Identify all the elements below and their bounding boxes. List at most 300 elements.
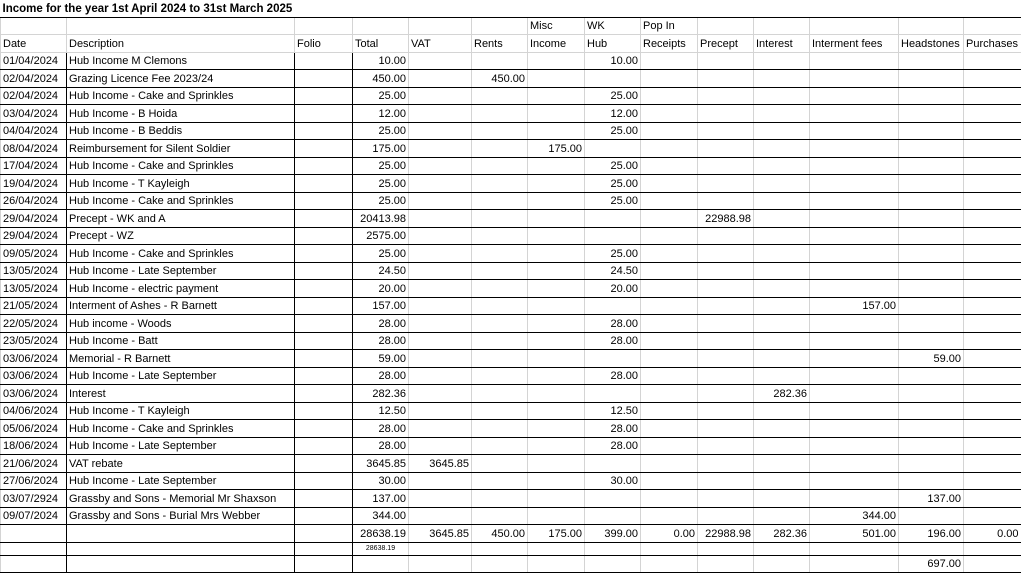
date-cell: 23/05/2024 [1, 332, 67, 350]
misc-income-cell [528, 122, 585, 140]
folio-cell [295, 472, 353, 490]
rents-cell [472, 472, 528, 490]
pop-in-receipts-cell [641, 455, 698, 473]
precept-cell [698, 385, 754, 403]
sheet-title: Income for the year 1st April 2024 to 31st March 2025 [1, 0, 528, 17]
description-cell: Hub Income - Cake and Sprinkles [67, 157, 295, 175]
interest-cell [754, 350, 810, 368]
total-cell: 137.00 [353, 490, 409, 508]
folio-cell [295, 210, 353, 228]
purchases-cell [964, 490, 1021, 508]
pop-in-receipts-cell [641, 367, 698, 385]
misc-income-cell [528, 297, 585, 315]
folio-cell [295, 385, 353, 403]
vat-cell [409, 157, 472, 175]
header-top-cell [964, 17, 1021, 35]
date-cell: 03/06/2024 [1, 350, 67, 368]
date-cell: 03/06/2024 [1, 385, 67, 403]
table-row [1, 490, 1021, 508]
rents-cell [472, 402, 528, 420]
header-top-cell [754, 17, 810, 35]
table-row [1, 455, 1021, 473]
purchases-cell [964, 472, 1021, 490]
interment-fees-cell [810, 157, 899, 175]
vat-cell [409, 262, 472, 280]
description-cell: Hub Income M Clemons [67, 52, 295, 70]
interest-cell [754, 280, 810, 298]
purchases-cell [964, 420, 1021, 438]
header-row-top [1, 17, 1021, 35]
purchases-cell [964, 332, 1021, 350]
pop-in-receipts-sum: 0.00 [641, 525, 698, 543]
rents-cell: 450.00 [472, 70, 528, 88]
description-cell: Hub Income - B Hoida [67, 105, 295, 123]
table-row [1, 280, 1021, 298]
interest-cell [754, 437, 810, 455]
interest-sum: 282.36 [754, 525, 810, 543]
description-cell: Hub Income - electric payment [67, 280, 295, 298]
pop-in-receipts-cell [641, 210, 698, 228]
total-cell: 28.00 [353, 367, 409, 385]
folio-cell [295, 350, 353, 368]
precept-cell [698, 262, 754, 280]
wk-hub-cell: 25.00 [585, 192, 641, 210]
header-vat: VAT [409, 35, 472, 53]
purchases-cell [964, 280, 1021, 298]
misc-income-cell [528, 175, 585, 193]
folio-cell [295, 490, 353, 508]
description-cell: Hub Income - T Kayleigh [67, 175, 295, 193]
date-cell: 26/04/2024 [1, 192, 67, 210]
date-cell: 21/06/2024 [1, 455, 67, 473]
total-cell: 12.50 [353, 402, 409, 420]
interment-fees-cell [810, 437, 899, 455]
interest-cell [754, 507, 810, 525]
vat-sum: 3645.85 [409, 525, 472, 543]
description-cell: Grassby and Sons - Burial Mrs Webber [67, 507, 295, 525]
misc-income-sum: 175.00 [528, 525, 585, 543]
rents-cell [472, 437, 528, 455]
folio-cell [295, 140, 353, 158]
grand-total-row [1, 555, 1021, 573]
vat-cell [409, 297, 472, 315]
header-income: Income [528, 35, 585, 53]
pop-in-receipts-cell [641, 350, 698, 368]
pop-in-receipts-cell [641, 140, 698, 158]
precept-cell [698, 420, 754, 438]
interest-cell [754, 87, 810, 105]
interment-fees-cell [810, 262, 899, 280]
headstones-cell: 137.00 [899, 490, 964, 508]
misc-income-cell [528, 192, 585, 210]
interment-fees-cell [810, 87, 899, 105]
table-row [1, 122, 1021, 140]
date-cell: 29/04/2024 [1, 227, 67, 245]
headstones-cell [899, 472, 964, 490]
headstones-cell [899, 105, 964, 123]
table-row [1, 175, 1021, 193]
interest-cell [754, 122, 810, 140]
rents-cell [472, 385, 528, 403]
total-cell: 25.00 [353, 122, 409, 140]
interest-cell [754, 140, 810, 158]
rents-cell [472, 507, 528, 525]
precept-cell [698, 297, 754, 315]
interest-cell [754, 210, 810, 228]
header-top-cell [67, 17, 295, 35]
interest-cell [754, 262, 810, 280]
interest-cell [754, 105, 810, 123]
wk-hub-cell [585, 227, 641, 245]
precept-cell [698, 490, 754, 508]
folio-cell [295, 402, 353, 420]
description-cell: Hub Income - Late September [67, 262, 295, 280]
table-row [1, 402, 1021, 420]
header-top-cell [698, 17, 754, 35]
headstones-cell: 59.00 [899, 350, 964, 368]
interment-fees-cell [810, 472, 899, 490]
interest-cell [754, 490, 810, 508]
vat-cell [409, 490, 472, 508]
header-receipts: Receipts [641, 35, 698, 53]
pop-in-receipts-cell [641, 490, 698, 508]
total-cell: 59.00 [353, 350, 409, 368]
misc-income-cell [528, 105, 585, 123]
misc-income-cell [528, 490, 585, 508]
date-cell: 03/07/2924 [1, 490, 67, 508]
header-row [1, 35, 1021, 53]
pop-in-receipts-cell [641, 472, 698, 490]
table-row [1, 297, 1021, 315]
table-row [1, 350, 1021, 368]
table-row [1, 472, 1021, 490]
wk-hub-cell: 24.50 [585, 262, 641, 280]
wk-hub-cell [585, 350, 641, 368]
rents-cell [472, 280, 528, 298]
headstones-cell [899, 367, 964, 385]
description-cell: Hub Income - Cake and Sprinkles [67, 420, 295, 438]
pop-in-receipts-cell [641, 437, 698, 455]
total-cell: 24.50 [353, 262, 409, 280]
header-folio: Folio [295, 35, 353, 53]
precept-cell [698, 367, 754, 385]
vat-cell [409, 210, 472, 228]
table-row [1, 315, 1021, 333]
wk-hub-cell: 25.00 [585, 87, 641, 105]
interest-cell [754, 245, 810, 263]
vat-cell [409, 52, 472, 70]
misc-income-cell: 175.00 [528, 140, 585, 158]
date-cell: 13/05/2024 [1, 280, 67, 298]
rents-cell [472, 210, 528, 228]
table-row [1, 262, 1021, 280]
interment-fees-cell [810, 455, 899, 473]
description-cell: Grassby and Sons - Memorial Mr Shaxson [67, 490, 295, 508]
folio-cell [295, 227, 353, 245]
total-cell: 28.00 [353, 437, 409, 455]
headstones-cell [899, 192, 964, 210]
wk-hub-cell [585, 140, 641, 158]
header-top-cell [409, 17, 472, 35]
interment-fees-cell: 157.00 [810, 297, 899, 315]
precept-cell [698, 175, 754, 193]
rents-cell [472, 157, 528, 175]
wk-hub-cell: 25.00 [585, 245, 641, 263]
purchases-cell [964, 227, 1021, 245]
totals-cell [295, 525, 353, 543]
date-cell: 04/06/2024 [1, 402, 67, 420]
precept-cell [698, 350, 754, 368]
pop-in-receipts-cell [641, 245, 698, 263]
purchases-cell [964, 105, 1021, 123]
check-row [1, 542, 1021, 555]
table-row [1, 420, 1021, 438]
rents-cell [472, 227, 528, 245]
check-total: 28638.19 [353, 542, 409, 555]
vat-cell [409, 192, 472, 210]
headstones-cell [899, 245, 964, 263]
date-cell: 05/06/2024 [1, 420, 67, 438]
rents-sum: 450.00 [472, 525, 528, 543]
interment-fees-cell [810, 210, 899, 228]
description-cell: Memorial - R Barnett [67, 350, 295, 368]
headstones-grand-total: 697.00 [899, 555, 964, 573]
rents-cell [472, 122, 528, 140]
vat-cell [409, 315, 472, 333]
description-cell: Hub Income - Cake and Sprinkles [67, 245, 295, 263]
date-cell: 13/05/2024 [1, 262, 67, 280]
purchases-cell [964, 52, 1021, 70]
interment-fees-cell [810, 420, 899, 438]
total-cell: 25.00 [353, 192, 409, 210]
interest-cell [754, 402, 810, 420]
precept-cell [698, 192, 754, 210]
precept-cell [698, 122, 754, 140]
folio-cell [295, 105, 353, 123]
rents-cell [472, 420, 528, 438]
rents-cell [472, 175, 528, 193]
misc-income-cell [528, 455, 585, 473]
header-precept: Precept [698, 35, 754, 53]
precept-cell [698, 402, 754, 420]
purchases-cell [964, 262, 1021, 280]
precept-cell [698, 157, 754, 175]
rents-cell [472, 262, 528, 280]
description-cell: Hub Income - Batt [67, 332, 295, 350]
purchases-cell [964, 122, 1021, 140]
totals-cell [67, 525, 295, 543]
purchases-cell [964, 367, 1021, 385]
pop-in-receipts-cell [641, 175, 698, 193]
misc-income-cell [528, 262, 585, 280]
total-cell: 20413.98 [353, 210, 409, 228]
total-cell: 175.00 [353, 140, 409, 158]
pop-in-receipts-cell [641, 157, 698, 175]
wk-hub-sum: 399.00 [585, 525, 641, 543]
header-interment-fees: Interment fees [810, 35, 899, 53]
misc-income-cell [528, 385, 585, 403]
vat-cell [409, 332, 472, 350]
rents-cell [472, 105, 528, 123]
pop-in-receipts-cell [641, 122, 698, 140]
header-description: Description [67, 35, 295, 53]
interment-fees-cell [810, 350, 899, 368]
pop-in-receipts-cell [641, 280, 698, 298]
table-row [1, 437, 1021, 455]
total-cell: 3645.85 [353, 455, 409, 473]
folio-cell [295, 245, 353, 263]
date-cell: 03/04/2024 [1, 105, 67, 123]
date-cell: 17/04/2024 [1, 157, 67, 175]
folio-cell [295, 122, 353, 140]
pop-in-receipts-cell [641, 70, 698, 88]
date-cell: 27/06/2024 [1, 472, 67, 490]
pop-in-receipts-cell [641, 385, 698, 403]
wk-hub-cell: 10.00 [585, 52, 641, 70]
table-row [1, 105, 1021, 123]
purchases-cell [964, 210, 1021, 228]
vat-cell [409, 87, 472, 105]
header-total: Total [353, 35, 409, 53]
interest-cell [754, 192, 810, 210]
precept-cell [698, 472, 754, 490]
header-date: Date [1, 35, 67, 53]
purchases-sum: 0.00 [964, 525, 1021, 543]
total-cell: 25.00 [353, 87, 409, 105]
headstones-cell [899, 402, 964, 420]
table-row [1, 70, 1021, 88]
misc-income-cell [528, 507, 585, 525]
interment-fees-cell [810, 367, 899, 385]
table-row [1, 52, 1021, 70]
headstones-cell [899, 332, 964, 350]
interest-cell [754, 367, 810, 385]
vat-cell [409, 140, 472, 158]
folio-cell [295, 420, 353, 438]
precept-cell [698, 315, 754, 333]
total-cell: 2575.00 [353, 227, 409, 245]
misc-income-cell [528, 280, 585, 298]
rents-cell [472, 367, 528, 385]
date-cell: 18/06/2024 [1, 437, 67, 455]
headstones-cell [899, 507, 964, 525]
pop-in-receipts-cell [641, 297, 698, 315]
description-cell: Grazing Licence Fee 2023/24 [67, 70, 295, 88]
date-cell: 02/04/2024 [1, 87, 67, 105]
description-cell: VAT rebate [67, 455, 295, 473]
purchases-cell [964, 402, 1021, 420]
misc-income-cell [528, 210, 585, 228]
folio-cell [295, 192, 353, 210]
purchases-cell [964, 437, 1021, 455]
vat-cell [409, 420, 472, 438]
purchases-cell [964, 87, 1021, 105]
misc-income-cell [528, 420, 585, 438]
folio-cell [295, 262, 353, 280]
description-cell: Hub Income - Late September [67, 437, 295, 455]
date-cell: 04/04/2024 [1, 122, 67, 140]
header-misc: Misc [528, 17, 585, 35]
precept-cell [698, 280, 754, 298]
headstones-cell [899, 437, 964, 455]
misc-income-cell [528, 70, 585, 88]
date-cell: 02/04/2024 [1, 70, 67, 88]
vat-cell: 3645.85 [409, 455, 472, 473]
precept-cell [698, 437, 754, 455]
precept-cell [698, 455, 754, 473]
misc-income-cell [528, 157, 585, 175]
purchases-cell [964, 385, 1021, 403]
wk-hub-cell: 12.50 [585, 402, 641, 420]
description-cell: Hub Income - T Kayleigh [67, 402, 295, 420]
table-row [1, 367, 1021, 385]
vat-cell [409, 175, 472, 193]
interment-fees-cell [810, 280, 899, 298]
total-cell: 10.00 [353, 52, 409, 70]
interment-fees-cell [810, 402, 899, 420]
interest-cell [754, 175, 810, 193]
table-row [1, 332, 1021, 350]
purchases-cell [964, 140, 1021, 158]
misc-income-cell [528, 227, 585, 245]
wk-hub-cell: 28.00 [585, 332, 641, 350]
wk-hub-cell: 28.00 [585, 420, 641, 438]
folio-cell [295, 315, 353, 333]
misc-income-cell [528, 245, 585, 263]
purchases-cell [964, 70, 1021, 88]
wk-hub-cell: 25.00 [585, 175, 641, 193]
vat-cell [409, 245, 472, 263]
precept-cell [698, 227, 754, 245]
header-pop-in: Pop In [641, 17, 698, 35]
table-row [1, 140, 1021, 158]
interest-cell [754, 70, 810, 88]
pop-in-receipts-cell [641, 507, 698, 525]
wk-hub-cell [585, 455, 641, 473]
folio-cell [295, 507, 353, 525]
interment-fees-cell: 344.00 [810, 507, 899, 525]
headstones-cell [899, 297, 964, 315]
misc-income-cell [528, 87, 585, 105]
description-cell: Precept - WZ [67, 227, 295, 245]
interest-cell: 282.36 [754, 385, 810, 403]
wk-hub-cell [585, 507, 641, 525]
wk-hub-cell [585, 70, 641, 88]
description-cell: Interment of Ashes - R Barnett [67, 297, 295, 315]
pop-in-receipts-cell [641, 227, 698, 245]
table-row [1, 227, 1021, 245]
misc-income-cell [528, 315, 585, 333]
headstones-cell [899, 420, 964, 438]
misc-income-cell [528, 402, 585, 420]
folio-cell [295, 437, 353, 455]
vat-cell [409, 122, 472, 140]
pop-in-receipts-cell [641, 315, 698, 333]
wk-hub-cell: 25.00 [585, 122, 641, 140]
total-cell: 30.00 [353, 472, 409, 490]
pop-in-receipts-cell [641, 52, 698, 70]
folio-cell [295, 157, 353, 175]
interest-cell [754, 52, 810, 70]
total-cell: 282.36 [353, 385, 409, 403]
totals-row [1, 525, 1021, 543]
date-cell: 01/04/2024 [1, 52, 67, 70]
headstones-cell [899, 227, 964, 245]
precept-cell [698, 245, 754, 263]
table-row [1, 507, 1021, 525]
pop-in-receipts-cell [641, 332, 698, 350]
headstones-cell [899, 87, 964, 105]
